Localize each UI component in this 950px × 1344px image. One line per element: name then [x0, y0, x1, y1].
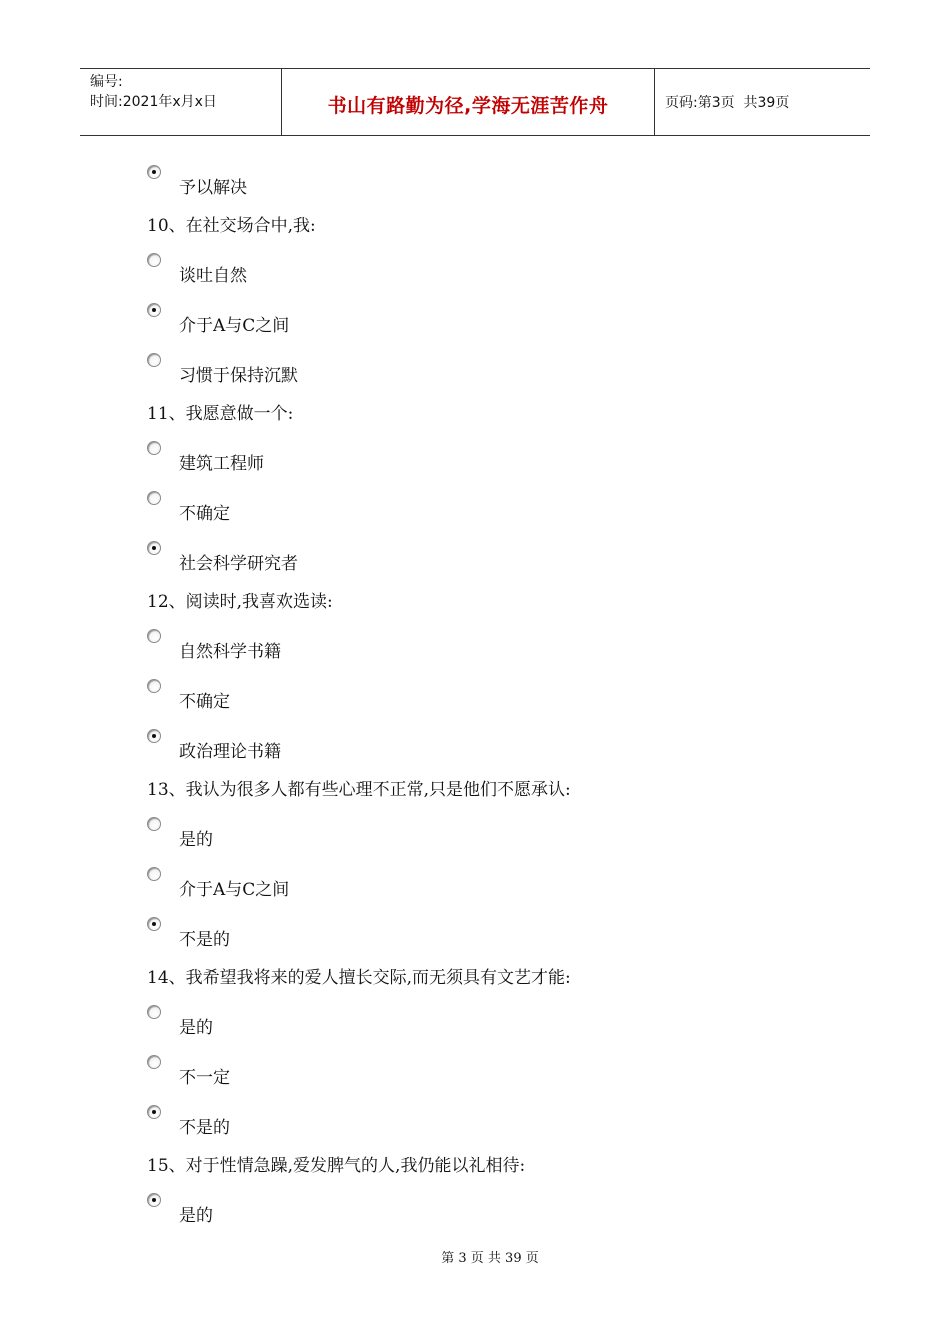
radio-button[interactable]: [147, 817, 161, 831]
question-title: 12、阅读时,我喜欢选读:: [147, 592, 333, 612]
radio-button-checked[interactable]: [147, 1105, 161, 1119]
question-title: 14、我希望我将来的爱人擅长交际,而无须具有文艺才能:: [147, 968, 571, 988]
page-header: [80, 68, 870, 136]
radio-button-checked[interactable]: [147, 303, 161, 317]
option-label: 介于A与C之间: [179, 880, 290, 900]
option-label: 不是的: [179, 1118, 230, 1138]
option-label: 介于A与C之间: [179, 316, 290, 336]
radio-button-checked[interactable]: [147, 917, 161, 931]
radio-button[interactable]: [147, 629, 161, 643]
radio-button[interactable]: [147, 491, 161, 505]
radio-button-checked[interactable]: [147, 729, 161, 743]
option-label: 习惯于保持沉默: [179, 366, 298, 386]
radio-button-checked[interactable]: [147, 1193, 161, 1207]
radio-button-checked[interactable]: [147, 541, 161, 555]
radio-button[interactable]: [147, 253, 161, 267]
option-label: 是的: [179, 1018, 213, 1038]
time-label: 时间:2021年x月x日: [90, 94, 217, 110]
option-label: 政治理论书籍: [179, 742, 281, 762]
question-title: 13、我认为很多人都有些心理不正常,只是他们不愿承认:: [147, 780, 571, 800]
option-label: 不确定: [179, 504, 230, 524]
radio-button[interactable]: [147, 1005, 161, 1019]
page-footer: [0, 1247, 950, 1266]
option-label: 自然科学书籍: [179, 642, 281, 662]
footer-page-info: 第 3 页 共 39 页: [441, 1251, 539, 1266]
option-label: 是的: [179, 1206, 213, 1226]
option-label: 予以解决: [179, 178, 247, 198]
radio-button[interactable]: [147, 679, 161, 693]
option-label: 不确定: [179, 692, 230, 712]
radio-button-checked[interactable]: [147, 165, 161, 179]
radio-button[interactable]: [147, 353, 161, 367]
header-motto-cell: [282, 69, 655, 135]
option-label: 谈吐自然: [179, 266, 247, 286]
radio-button[interactable]: [147, 867, 161, 881]
option-label: 不一定: [179, 1068, 230, 1088]
header-motto: 书山有路勤为径,学海无涯苦作舟: [327, 94, 609, 117]
option-label: 社会科学研究者: [179, 554, 298, 574]
question-title: 10、在社交场合中,我:: [147, 216, 316, 236]
header-meta-cell: [80, 69, 282, 135]
option-label: 不是的: [179, 930, 230, 950]
question-title: 11、我愿意做一个:: [147, 404, 294, 424]
header-page-cell: [655, 69, 870, 135]
option-label: 是的: [179, 830, 213, 850]
option-label: 建筑工程师: [179, 454, 264, 474]
radio-button[interactable]: [147, 441, 161, 455]
question-title: 15、对于性情急躁,爱发脾气的人,我仍能以礼相待:: [147, 1156, 526, 1176]
header-page-info: 页码:第3页 共39页: [665, 95, 790, 111]
code-label: 编号:: [90, 74, 123, 90]
radio-button[interactable]: [147, 1055, 161, 1069]
